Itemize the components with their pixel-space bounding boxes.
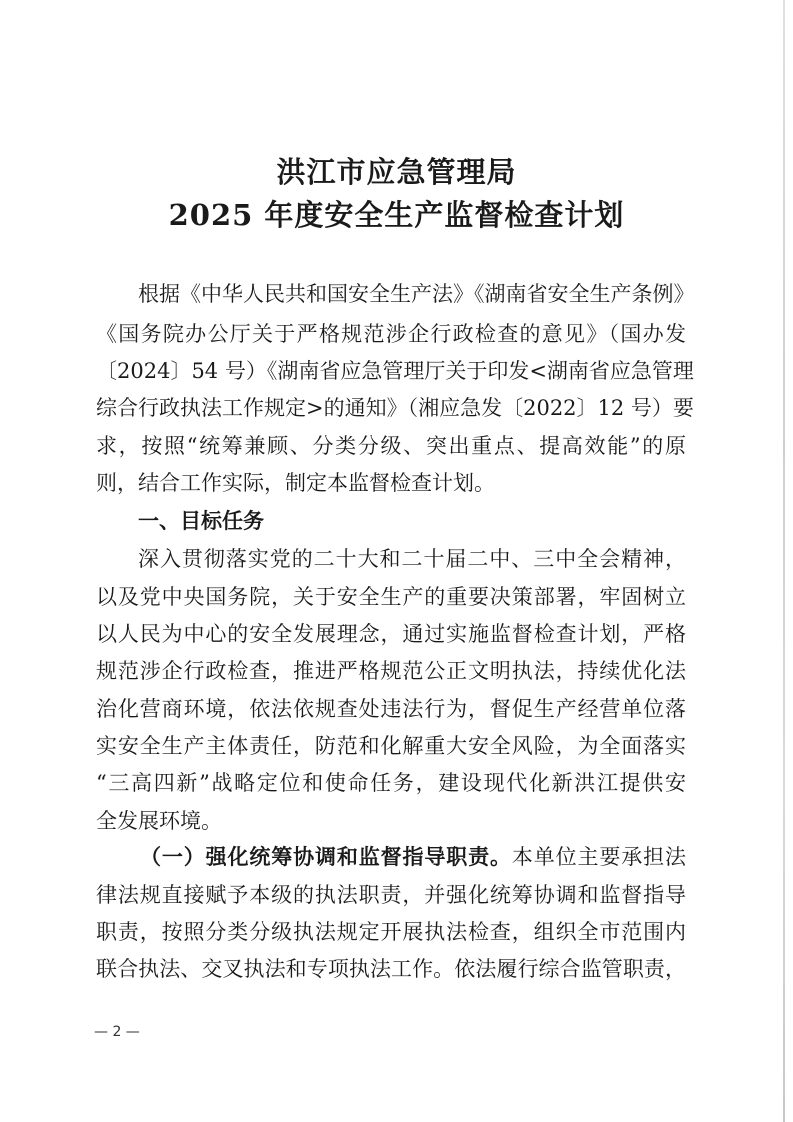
- document-title-line2: 2025 年度安全生产监督检查计划: [168, 198, 625, 232]
- section-heading: 一、目标任务: [138, 509, 264, 533]
- section1-line: 深入贯彻落实党的二十大和二十届二中、三中全会精神，: [138, 547, 686, 571]
- intro-line: 综合行政执法工作规定>的通知》（湘应急发〔2022〕12 号）要: [96, 396, 694, 420]
- subsection1-line: 职责，按照分类分级执法规定开展执法检查，组织全市范围内: [96, 920, 686, 944]
- section1-line: 全发展环境。: [96, 809, 222, 833]
- subsection1-lead: （一）强化统筹协调和监督指导职责。: [140, 844, 512, 869]
- section1-line: 规范涉企行政检查，推进严格规范公正文明执法，持续优化法: [96, 659, 686, 683]
- intro-line: 〔2024〕54 号）《湖南省应急管理厅关于印发<湖南省应急管理: [96, 359, 694, 383]
- section1-line: “三高四新”战略定位和使命任务，建设现代化新洪江提供安: [96, 771, 686, 795]
- section1-line: 以人民为中心的安全发展理念，通过实施监督检查计划，严格: [96, 622, 686, 646]
- subsection1-first-line-rest: 本单位主要承担法: [511, 845, 686, 869]
- intro-line: 求，按照“统筹兼顾、分类分级、突出重点、提高效能”的原: [96, 434, 686, 458]
- subsection1-line: 联合执法、交叉执法和专项执法工作。依法履行综合监管职责，: [96, 957, 686, 981]
- section1-line: 以及党中央国务院，关于安全生产的重要决策部署，牢固树立: [96, 585, 686, 609]
- page-number: — 2 —: [94, 1024, 140, 1040]
- section1-line: 实安全生产主体责任，防范和化解重大安全风险，为全面落实: [96, 734, 686, 758]
- intro-line: 根据《中华人民共和国安全生产法》《湖南省安全生产条例》: [138, 282, 695, 306]
- intro-line: 《国务院办公厅关于严格规范涉企行政检查的意见》（国办发: [96, 322, 686, 346]
- section1-line: 治化营商环境，依法依规查处违法行为，督促生产经营单位落: [96, 697, 686, 721]
- subsection1-line: 律法规直接赋予本级的执法职责，并强化统筹协调和监督指导: [96, 883, 686, 907]
- document-title-line1: 洪江市应急管理局: [276, 155, 517, 189]
- subsection1-first-line: [140, 843, 686, 871]
- intro-line: 则，结合工作实际，制定本监督检查计划。: [96, 471, 495, 495]
